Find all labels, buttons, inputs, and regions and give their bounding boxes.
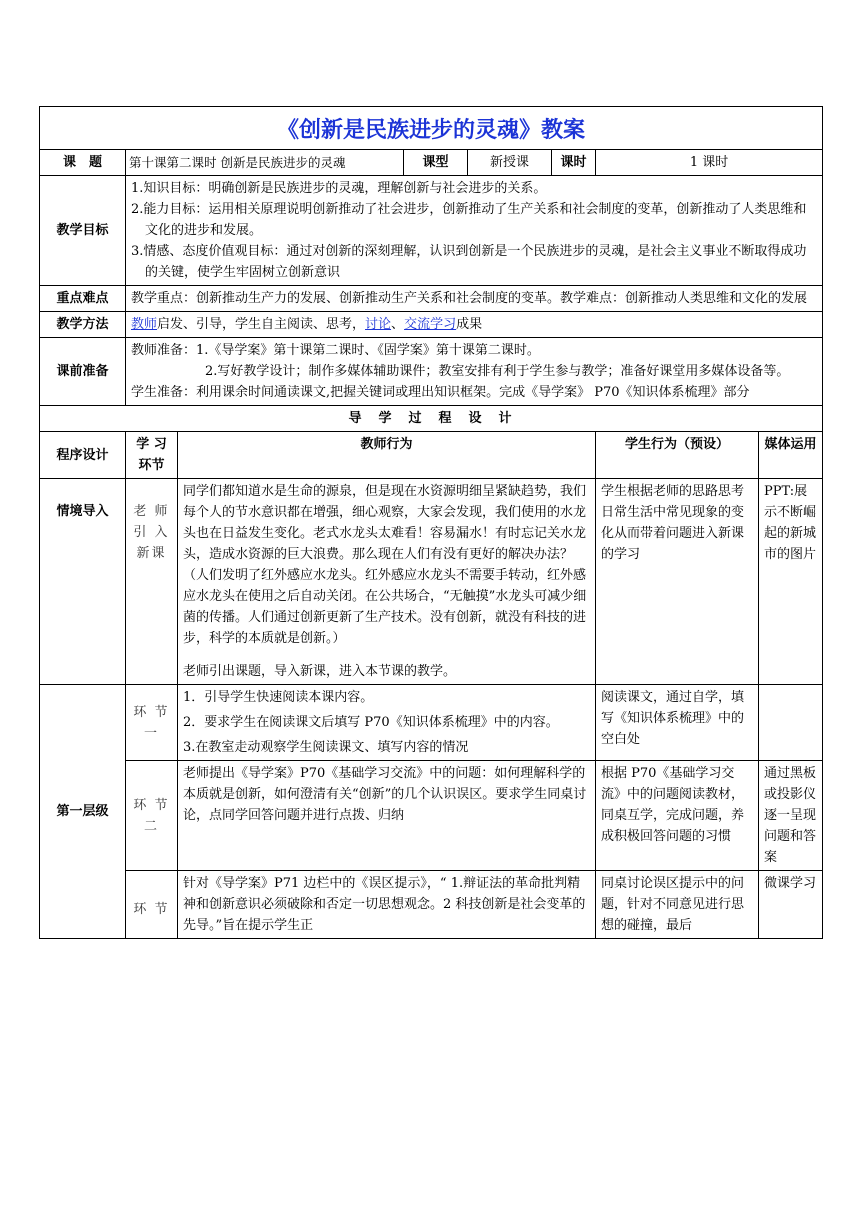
step3-media: 微课学习 xyxy=(759,871,823,939)
header-program: 程序设计 xyxy=(40,432,126,479)
methods-text-part: 成果 xyxy=(456,317,483,332)
step1-student: 阅读课文，通过自学，填写《知识体系梳理》中的空白处 xyxy=(596,685,759,761)
methods-label: 教学方法 xyxy=(40,312,126,338)
methods-separator: 、 xyxy=(391,317,405,332)
topic-label: 课 题 xyxy=(40,150,126,176)
student-prep: 学生准备：利用课余时间通读课文,把握关键词或理出知识框架。完成《导学案》 P70《知识体系梳理》部分 xyxy=(131,385,750,400)
intro-teacher xyxy=(178,479,596,685)
methods-text-part: 启发、引导，学生自主阅读、思考， xyxy=(157,317,366,332)
goal-item: 2.能力目标：运用相关原理说明创新推动了社会进步，创新推动了生产关系和社会制度的变革，创新推动了人类思维和文化的进步和发展。 xyxy=(131,202,807,238)
key-points-text: 教学重点：创新推动生产力的发展、创新推动生产关系和社会制度的变革。教学难点：创新推动人类思维和文化的发展 xyxy=(126,286,823,312)
intro-student: 学生根据老师的思路思考日常生活中常见现象的变化从而带着问题进入新课的学习 xyxy=(596,479,759,685)
lesson-plan xyxy=(39,106,822,939)
teacher-prep-2: 2.写好教学设计；制作多媒体辅助课件；教室安排有利于学生参与教学；准备好课堂用多媒体设备等。 xyxy=(205,364,790,379)
type-label: 课型 xyxy=(404,150,468,176)
type-value: 新授课 xyxy=(468,150,552,176)
level1-program: 第一层级 xyxy=(40,685,126,939)
step2-teacher: 老师提出《导学案》P70《基础学习交流》中的问题：如何理解科学的本质就是创新，如何澄清有关“创新”的几个认识误区。要求学生同桌讨论，点同学回答问题并进行点拨、归纳 xyxy=(178,761,596,871)
key-points-label: 重点难点 xyxy=(40,286,126,312)
document-title: 《创新是民族进步的灵魂》教案 xyxy=(40,107,823,150)
intro-stage: 老 师 引 入 新课 xyxy=(126,479,178,685)
step2-stage: 环 节 二 xyxy=(126,761,178,871)
goals-label: 教学目标 xyxy=(40,176,126,286)
step1-item: 2．要求学生在阅读课文后填写 P70《知识体系梳理》中的内容。 xyxy=(183,715,559,730)
step1-item: 1．引导学生快速阅读本课内容。 xyxy=(183,690,374,705)
intro-program: 情境导入 xyxy=(40,479,126,685)
step1-stage: 环 节 一 xyxy=(126,685,178,761)
lesson-plan-table xyxy=(39,106,823,939)
discussion-link[interactable]: 讨论 xyxy=(365,317,392,332)
teacher-link[interactable]: 教师 xyxy=(131,317,158,332)
step1-media xyxy=(759,685,823,761)
hours-label: 课时 xyxy=(552,150,596,176)
topic-value: 第十课第二课时 创新是民族进步的灵魂 xyxy=(126,150,404,176)
step1-teacher xyxy=(178,685,596,761)
intro-teacher-text: 同学们都知道水是生命的源泉，但是现在水资源明细呈紧缺趋势，我们每个人的节水意识都在增强，细心观察，大家会发现，我们使用的水龙头也在日益发生变化。老式水龙头太难看！容易漏水！有时忘记关水龙头，造成水资源的巨大浪费。那么现在人们有没有更好的解决办法？（人们发明了红外感应水龙头。红外感应水龙头不需要手转动，红外感应水龙头在使用之后自动关闭。在公共场合，“无触摸”水龙头可减少细菌的传播。人们通过创新更新了生产技术。没有创新，就没有科技的进步，科学的本质就是创新。） xyxy=(183,484,587,646)
process-title: 导 学 过 程 设 计 xyxy=(40,406,823,432)
step2-student: 根据 P70《基础学习交流》中的问题阅读教材，同桌互学，完成问题，养成积极回答问题的习惯 xyxy=(596,761,759,871)
step3-teacher: 针对《导学案》P71 边栏中的《误区提示》，“ 1.辩证法的革命批判精神和创新意识必须破除和否定一切思想观念。2 科技创新是社会变革的先导。”旨在提示学生正 xyxy=(178,871,596,939)
prep-content xyxy=(126,338,823,406)
hours-value: 1 课时 xyxy=(596,150,823,176)
step1-item: 3.在教室走动观察学生阅读课文、填写内容的情况 xyxy=(183,740,469,755)
intro-media: PPT:展示不断崛起的新城市的图片 xyxy=(759,479,823,685)
goal-item: 1.知识目标：明确创新是民族进步的灵魂，理解创新与社会进步的关系。 xyxy=(131,181,547,196)
prep-label: 课前准备 xyxy=(40,338,126,406)
step3-student: 同桌讨论误区提示中的问题，针对不同意见进行思想的碰撞，最后 xyxy=(596,871,759,939)
header-stage: 学 习 环节 xyxy=(126,432,178,479)
teacher-prep-1: 教师准备：1.《导学案》第十课第二课时、《固学案》第十课第二课时。 xyxy=(131,343,540,358)
goal-item: 3.情感、态度价值观目标：通过对创新的深刻理解，认识到创新是一个民族进步的灵魂，是社会主义事业不断取得成功的关键，使学生牢固树立创新意识 xyxy=(131,244,807,280)
step3-stage: 环 节 xyxy=(126,871,178,939)
intro-teacher-conclusion: 老师引出课题，导入新课，进入本节课的教学。 xyxy=(183,664,457,679)
exchange-learning-link[interactable]: 交流学习 xyxy=(404,317,457,332)
step2-media: 通过黑板或投影仪逐一呈现问题和答案 xyxy=(759,761,823,871)
methods-text xyxy=(126,312,823,338)
goals-content xyxy=(126,176,823,286)
header-teacher: 教师行为 xyxy=(178,432,596,479)
header-media: 媒体运用 xyxy=(759,432,823,479)
header-student: 学生行为（预设） xyxy=(596,432,759,479)
